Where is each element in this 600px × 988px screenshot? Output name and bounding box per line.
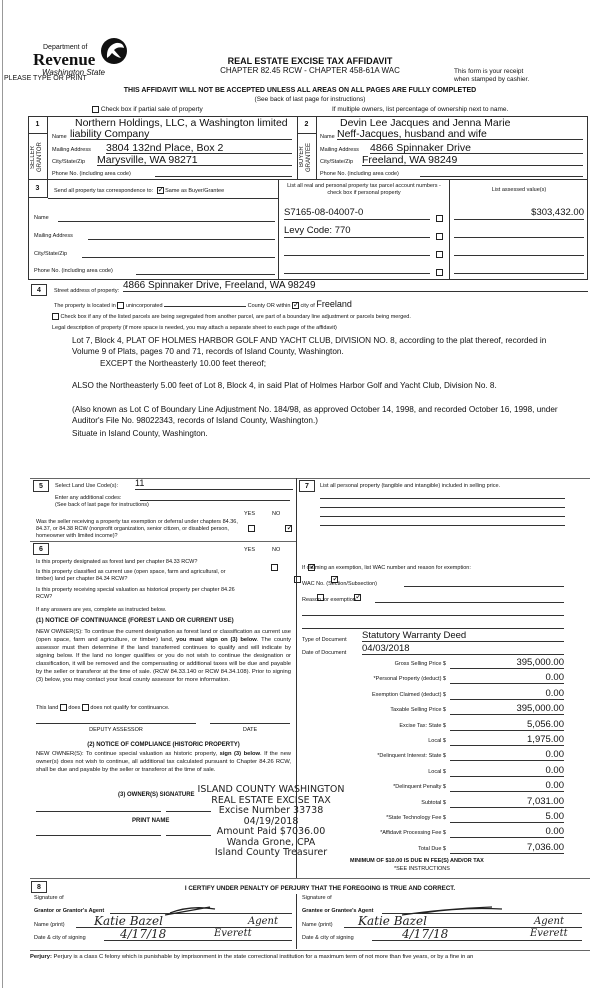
grantee-name-value: Katie Bazel	[358, 914, 427, 928]
wac-label: WAC No. (Section/Subsection)	[302, 581, 377, 587]
personal-property-checkbox[interactable]	[436, 215, 443, 222]
doc-date-label: Date of Document	[302, 650, 347, 656]
parcel-number-field[interactable]	[284, 260, 430, 274]
seller-city-label: City/State/Zip	[52, 159, 86, 165]
grantee-signature-block	[298, 894, 588, 950]
forest-land-question: Is this property designated as forest land per chapter 84.33 RCW?	[36, 559, 198, 565]
tax-amount-row	[300, 671, 566, 686]
signature-of-label: Signature of	[34, 895, 64, 901]
partial-sale-row	[92, 106, 203, 113]
tax-amount-field[interactable]: 5,056.00	[450, 718, 564, 731]
buyer-city-field[interactable]: Freeland, WA 98249	[362, 154, 583, 166]
seller-phone-field[interactable]	[155, 166, 292, 177]
tax-amount-label: Exemption Claimed (deduct) $	[372, 691, 446, 698]
tax-amount-label: Local $	[428, 738, 446, 744]
see-instructions: *SEE INSTRUCTIONS	[394, 866, 450, 872]
grantee-name-field[interactable]	[344, 916, 582, 928]
doc-type-label: Type of Document	[302, 637, 347, 643]
please-type-label: PLEASE TYPE OR PRINT	[4, 75, 87, 82]
form-subtitle: CHAPTER 82.45 RCW - CHAPTER 458-61A WAC	[220, 66, 400, 75]
grantee-role-value: Agent	[534, 916, 564, 927]
exemption-claim-label: If claiming an exemption, list WAC number and reason for exemption:	[302, 565, 471, 571]
tax-amount-field[interactable]: 0.00	[450, 687, 564, 700]
legal-paragraph: Lot 7, Block 4, PLAT OF HOLMES HARBOR GOLF AND YACHT CLUB, DIVISION NO. 8, according to the plat thereof, recorded in Volume 9 of Plats, pages 70 and 71, records of Island County, Washington.	[72, 336, 547, 356]
historic-question: Is this property receiving special valuation as historical property per chapter 84.26 RCW?	[36, 587, 235, 600]
partial-sale-checkbox[interactable]	[92, 106, 99, 113]
parcel-row	[284, 206, 584, 223]
parcel-header: List all real and personal property tax parcel account numbers - check box if personal property	[287, 183, 441, 196]
tax-amount-field[interactable]: 5.00	[450, 810, 564, 823]
section-5-number: 5	[33, 480, 49, 492]
parcel-number-field[interactable]: Levy Code: 770	[284, 224, 430, 238]
no-header: NO	[272, 511, 281, 517]
exemption-no-checkbox[interactable]	[285, 525, 292, 532]
grantee-date-value: 4/17/18	[402, 927, 449, 941]
buyer-name-line1: Devin Lee Jacques and Jenna Marie	[340, 117, 511, 129]
tax-amount-field[interactable]: 0.00	[450, 671, 564, 684]
perjury-text: Perjury is a class C felony which is punishable by imprisonment in the state correctional institution for a maximum term of not more than five years, or by a fine in an	[53, 954, 474, 960]
same-as-buyer-checkbox[interactable]	[157, 187, 164, 194]
parcel-row	[284, 242, 584, 259]
seller-city-field[interactable]: Marysville, WA 98271	[97, 154, 292, 166]
no-header: NO	[272, 547, 281, 553]
warning-text: THIS AFFIDAVIT WILL NOT BE ACCEPTED UNLESS ALL AREAS ON ALL PAGES ARE FULLY COMPLETED	[123, 87, 477, 94]
tax-city-label: City/State/Zip	[34, 251, 68, 257]
current-use-yes-checkbox[interactable]	[294, 576, 301, 583]
seller-grantor-label: SELLER GRANTOR	[29, 142, 43, 172]
street-address-field[interactable]: 4866 Spinnaker Drive, Freeland, WA 98249	[123, 279, 588, 292]
tax-amount-row	[300, 810, 566, 825]
grantor-city-value: Everett	[214, 928, 252, 939]
does-label: does	[68, 704, 81, 711]
form-title: REAL ESTATE EXCISE TAX AFFIDAVIT	[227, 56, 393, 66]
tax-phone-field[interactable]	[136, 265, 275, 275]
tax-amount-label: *Delinquent Penalty $	[393, 784, 446, 791]
buyer-name-label: Name	[320, 134, 335, 140]
unincorporated-label: unincorporated	[125, 303, 163, 309]
seller-name-line1: Northern Holdings, LLC, a Washington limited	[75, 117, 288, 129]
segregated-row	[52, 313, 411, 320]
legal-paragraph: EXCEPT the Northeasterly 10.00 feet thereof;	[100, 359, 266, 368]
additional-codes-field[interactable]	[140, 493, 290, 501]
county-label: County OR within	[247, 303, 291, 309]
grantee-agent-label: Grantee or Grantee's Agent	[302, 908, 374, 914]
seller-name-label: Name	[52, 134, 67, 140]
tax-amount-row	[300, 748, 566, 763]
assessed-value-field[interactable]	[454, 224, 584, 238]
deputy-assessor-field[interactable]	[36, 718, 196, 724]
reason-label: Reason for exemption	[302, 597, 356, 603]
tax-amount-field[interactable]: 395,000.00	[450, 656, 564, 669]
street-address-label: Street address of property:	[54, 288, 120, 294]
assessor-date-field[interactable]	[210, 718, 290, 724]
assessor-date-label: DATE	[242, 727, 258, 733]
tax-amount-row	[300, 702, 566, 717]
grantor-date-label: Date & city of signing	[34, 935, 86, 941]
tax-name-field[interactable]	[58, 212, 275, 222]
tax-amount-row	[300, 841, 566, 856]
section-2-number: 2	[297, 116, 317, 134]
tax-amount-field[interactable]: 1,975.00	[450, 733, 564, 746]
grantor-name-field[interactable]	[76, 916, 292, 928]
notice-compliance-title: (2) NOTICE OF COMPLIANCE (HISTORIC PROPERTY)	[87, 742, 240, 748]
county-field[interactable]	[164, 300, 246, 307]
city-value[interactable]: Freeland	[316, 299, 352, 309]
seller-phone-label: Phone No. (including area code)	[52, 171, 131, 177]
send-correspondence-row	[54, 187, 224, 194]
seller-mailing-field[interactable]: 3804 132nd Place, Box 2	[106, 142, 292, 154]
tax-amount-row	[300, 733, 566, 748]
personal-property-checkbox[interactable]	[436, 251, 443, 258]
seller-name-field[interactable]: liability Company	[70, 128, 292, 140]
does-qualify-checkbox[interactable]	[60, 704, 67, 711]
section-6-number: 6	[33, 543, 49, 555]
parcel-number-field[interactable]: S7165-08-04007-0	[284, 206, 430, 220]
land-use-label: Select Land Use Code(s):	[55, 483, 118, 489]
grantee-date-field[interactable]	[372, 929, 582, 941]
reason-field-3[interactable]	[302, 622, 564, 629]
print-name-field[interactable]	[36, 832, 161, 836]
tax-amount-row	[300, 687, 566, 702]
tax-amount-label: Subtotal $	[421, 799, 446, 806]
tax-amount-field[interactable]: 7,031.00	[450, 795, 564, 808]
partial-sale-label: Check box if partial sale of property	[100, 106, 203, 114]
scan-edge	[2, 0, 3, 988]
assessed-value-field[interactable]: $303,432.00	[454, 206, 584, 220]
print-name-label: PRINT NAME	[132, 818, 170, 824]
tax-mailing-field[interactable]	[88, 230, 275, 240]
tax-amount-row	[300, 718, 566, 733]
tax-amount-row	[300, 825, 566, 840]
signature-of-label: Signature of	[302, 895, 332, 901]
personal-property-checkbox[interactable]	[436, 269, 443, 276]
tax-amount-field[interactable]: 7,036.00	[450, 841, 564, 854]
doc-date-field[interactable]: 04/03/2018	[362, 642, 564, 655]
perjury-footer	[30, 954, 595, 960]
buyer-side-label	[297, 134, 317, 180]
tax-amount-label: *Delinquent Interest: State $	[377, 753, 446, 760]
reason-field[interactable]	[375, 596, 564, 603]
section-8-number: 8	[31, 881, 47, 893]
exemption-yes-checkbox[interactable]	[248, 525, 255, 532]
tax-mailing-label: Mailing Address	[34, 233, 73, 239]
property-location-row	[54, 299, 352, 309]
grantor-signature-block	[30, 894, 296, 950]
minimum-note: MINIMUM OF $10.00 IS DUE IN FEE(S) AND/OR TAX	[350, 858, 484, 864]
if-yes-note: If any answers are yes, complete as instructed below.	[36, 607, 167, 613]
grantee-name-label: Name (print)	[302, 922, 333, 928]
grantor-date-field[interactable]	[104, 929, 292, 941]
section-4-number: 4	[31, 284, 47, 296]
does-not-label: does not qualify for continuance.	[90, 704, 170, 711]
receipt-note: This form is your receipt	[454, 68, 524, 75]
yes-header: YES	[244, 511, 256, 517]
tax-amount-row	[300, 764, 566, 779]
qualify-row	[36, 704, 170, 711]
legal-description-label: Legal description of property (if more space is needed, you may attach a separate sheet to each page of the affidavit)	[52, 325, 337, 331]
notice-compliance-text: NEW OWNER(S): To continue special valuation as historic property, sign (3) below. If the new owner(s) does not wish to continue, all additional tax calculated pursuant to Chapter 84.26 RCW, shall be due and payable by the seller or transferor at the time of sale.	[36, 751, 291, 773]
seller-side-label	[28, 134, 48, 180]
personal-property-line[interactable]	[320, 502, 565, 508]
reason-field-2[interactable]	[302, 609, 564, 616]
grantor-agent-label: Grantor or Grantor's Agent	[34, 908, 105, 914]
multiple-owners-note: If multiple owners, list percentage of ownership next to name.	[332, 106, 509, 113]
parcel-row	[284, 224, 584, 241]
parcel-row	[284, 260, 584, 277]
buyer-city-label: City/State/Zip	[320, 159, 354, 165]
section-7-number: 7	[299, 480, 315, 492]
personal-property-checkbox[interactable]	[436, 233, 443, 240]
stamp-line: ISLAND COUNTY WASHINGTON	[197, 784, 345, 795]
agency-state: Washington State	[42, 68, 106, 77]
notice-continuance-text: NEW OWNER(S): To continue the current designation as forest land or classification as current use (open space, farm and agriculture, or timber) land, you must sign on (3) below. The county assessor must then determine if the land transferred continues to qualify and will indicate by signing below. If the land no longer qualifies or you do not wish to continue the designation or classification, it will be removed and the compensating or additional taxes will be due and payable by the seller or transferor at the time of sale. (RCW 84.33.140 or RCW 84.34.108). Prior to signing (3) below, you may contact your local county assessor for more information.	[36, 629, 292, 683]
tax-amount-label: Gross Selling Price $	[394, 661, 446, 667]
forest-yes-checkbox[interactable]	[271, 564, 278, 571]
buyer-phone-field[interactable]	[420, 166, 583, 177]
send-correspondence-label: Send all property tax correspondence to:	[54, 187, 154, 194]
additional-codes-label: Enter any additional codes:	[55, 495, 122, 501]
land-use-field[interactable]: 11	[135, 478, 293, 490]
tax-phone-label: Phone No. (including area code)	[34, 268, 113, 274]
section-3-number: 3	[28, 180, 48, 198]
grantor-date-value: 4/17/18	[120, 927, 167, 941]
grantor-name-label: Name (print)	[34, 922, 65, 928]
receipt-note-2: when stamped by cashier.	[454, 76, 530, 83]
assessed-value-field[interactable]	[454, 260, 584, 274]
wac-field[interactable]	[404, 580, 564, 587]
grantee-signature-field[interactable]	[382, 904, 582, 914]
buyer-mailing-label: Mailing Address	[320, 147, 359, 153]
this-land-label: This land	[36, 704, 59, 711]
section-1-number: 1	[28, 116, 48, 134]
grantor-name-value: Katie Bazel	[94, 914, 163, 928]
personal-property-line[interactable]	[320, 520, 565, 526]
grantor-signature-field[interactable]	[110, 904, 292, 914]
grantor-role-value: Agent	[248, 916, 278, 927]
perjury-certification: I CERTIFY UNDER PENALTY OF PERJURY THAT THE FOREGOING IS TRUE AND CORRECT.	[184, 885, 456, 892]
buyer-phone-label: Phone No. (including area code)	[320, 171, 399, 177]
located-prefix: The property is located in	[54, 303, 116, 309]
buyer-grantee-label: BUYER GRANTEE	[298, 142, 312, 172]
segregated-checkbox[interactable]	[52, 313, 59, 320]
tax-amount-row	[300, 656, 566, 671]
parcel-number-field[interactable]	[284, 242, 430, 256]
personal-property-label: List all personal property (tangible and intangible) included in selling price.	[320, 483, 501, 489]
current-use-question: Is this property classified as current use (open space, farm and agricultural, or timber) land per chapter 84.34 RCW?	[36, 569, 226, 582]
tax-amount-label: Excise Tax: State $	[399, 722, 446, 729]
tax-amount-field[interactable]: 0.00	[450, 748, 564, 761]
instructions-note: (See back of last page for instructions)	[254, 96, 366, 103]
tax-amount-label: Total Due $	[418, 845, 446, 852]
notice-continuance-title: (1) NOTICE OF CONTINUANCE (FOREST LAND OR CURRENT USE)	[36, 617, 234, 624]
stamp-amount-paid: Amount Paid $7036.00	[216, 826, 326, 837]
yes-header: YES	[244, 547, 256, 553]
perjury-label: Perjury:	[30, 954, 52, 960]
additional-codes-note: (See back of last page for instructions)	[55, 502, 149, 508]
agency-name: Revenue	[33, 50, 96, 69]
owner-signature-field[interactable]	[36, 808, 161, 812]
dor-logo-icon	[98, 36, 128, 66]
tax-amount-field[interactable]: 0.00	[450, 825, 564, 838]
stamp-line: REAL ESTATE EXCISE TAX	[211, 794, 331, 806]
tax-amount-field[interactable]: 0.00	[450, 779, 564, 792]
city-checkbox[interactable]	[292, 302, 299, 309]
tax-amount-label: *State Technology Fee $	[386, 815, 446, 821]
deputy-assessor-label: DEPUTY ASSESSOR	[89, 727, 143, 733]
grantee-date-label: Date & city of signing	[302, 935, 354, 941]
tax-amount-label: *Affidavit Processing Fee $	[380, 830, 446, 837]
tax-amount-label: Taxable Selling Price $	[390, 707, 446, 714]
buyer-mailing-field[interactable]: 4866 Spinnaker Drive	[370, 142, 583, 154]
tax-city-field[interactable]	[82, 248, 275, 258]
unincorporated-checkbox[interactable]	[117, 302, 124, 309]
owner-signature-label: (3) OWNER(S) SIGNATURE	[118, 792, 195, 798]
tax-amount-field[interactable]: 0.00	[450, 764, 564, 777]
grantee-city-value: Everett	[530, 928, 568, 939]
seller-mailing-label: Mailing Address	[52, 147, 91, 153]
segregated-label: Check box if any of the listed parcels are being segregated from another parcel, are part of a boundary line adjustment or parcels being merged.	[60, 313, 411, 320]
tax-name-label: Name	[34, 215, 49, 221]
assessed-value-field[interactable]	[454, 242, 584, 256]
legal-paragraph: (Also known as Lot C of Boundary Line Adjustment No. 184/98, as approved October 14, 1998, and recorded October 16, 1998, under Auditor's File No. 98022343, records of Island County, Washington.)	[72, 405, 558, 425]
stamp-signer: Wanda Grone, CPA	[226, 836, 316, 848]
same-as-buyer-label: Same as Buyer/Grantee	[165, 187, 225, 194]
does-not-qualify-checkbox[interactable]	[82, 704, 89, 711]
assessed-header: List assessed value(s)	[491, 187, 547, 193]
stamp-excise-number: Excise Number 33738	[218, 805, 324, 816]
tax-amount-row	[300, 795, 566, 810]
city-of-label: city of	[300, 303, 315, 309]
tax-amount-row	[300, 779, 566, 794]
exemption-question: Was the seller receiving a property tax exemption or deferral under chapters 84.36, 84.37, or 84.38 RCW (nonprofit organization, senior citizen, or disabled person, homeowner with limited income)?	[36, 519, 238, 539]
stamp-date: 04/19/2018	[243, 815, 299, 827]
stamp-office: Island County Treasurer	[214, 847, 328, 858]
doc-type-field[interactable]: Statutory Warranty Deed	[362, 629, 564, 642]
personal-property-line[interactable]	[320, 493, 565, 499]
personal-property-line[interactable]	[320, 511, 565, 517]
tax-amount-label: *Personal Property (deduct) $	[373, 676, 446, 683]
tax-amount-field[interactable]: 395,000.00	[450, 702, 564, 715]
tax-amount-label: Local $	[428, 768, 446, 775]
legal-paragraph: ALSO the Northeasterly 5.00 feet of Lot 8, Block 4, in said Plat of Holmes Harbor Golf and Yacht Club, Division No. 8.	[72, 381, 497, 390]
agency-line1: Department of	[43, 44, 88, 51]
legal-paragraph: Situate in Island County, Washington.	[72, 429, 208, 438]
buyer-name-field[interactable]: Neff-Jacques, husband and wife	[337, 128, 583, 140]
